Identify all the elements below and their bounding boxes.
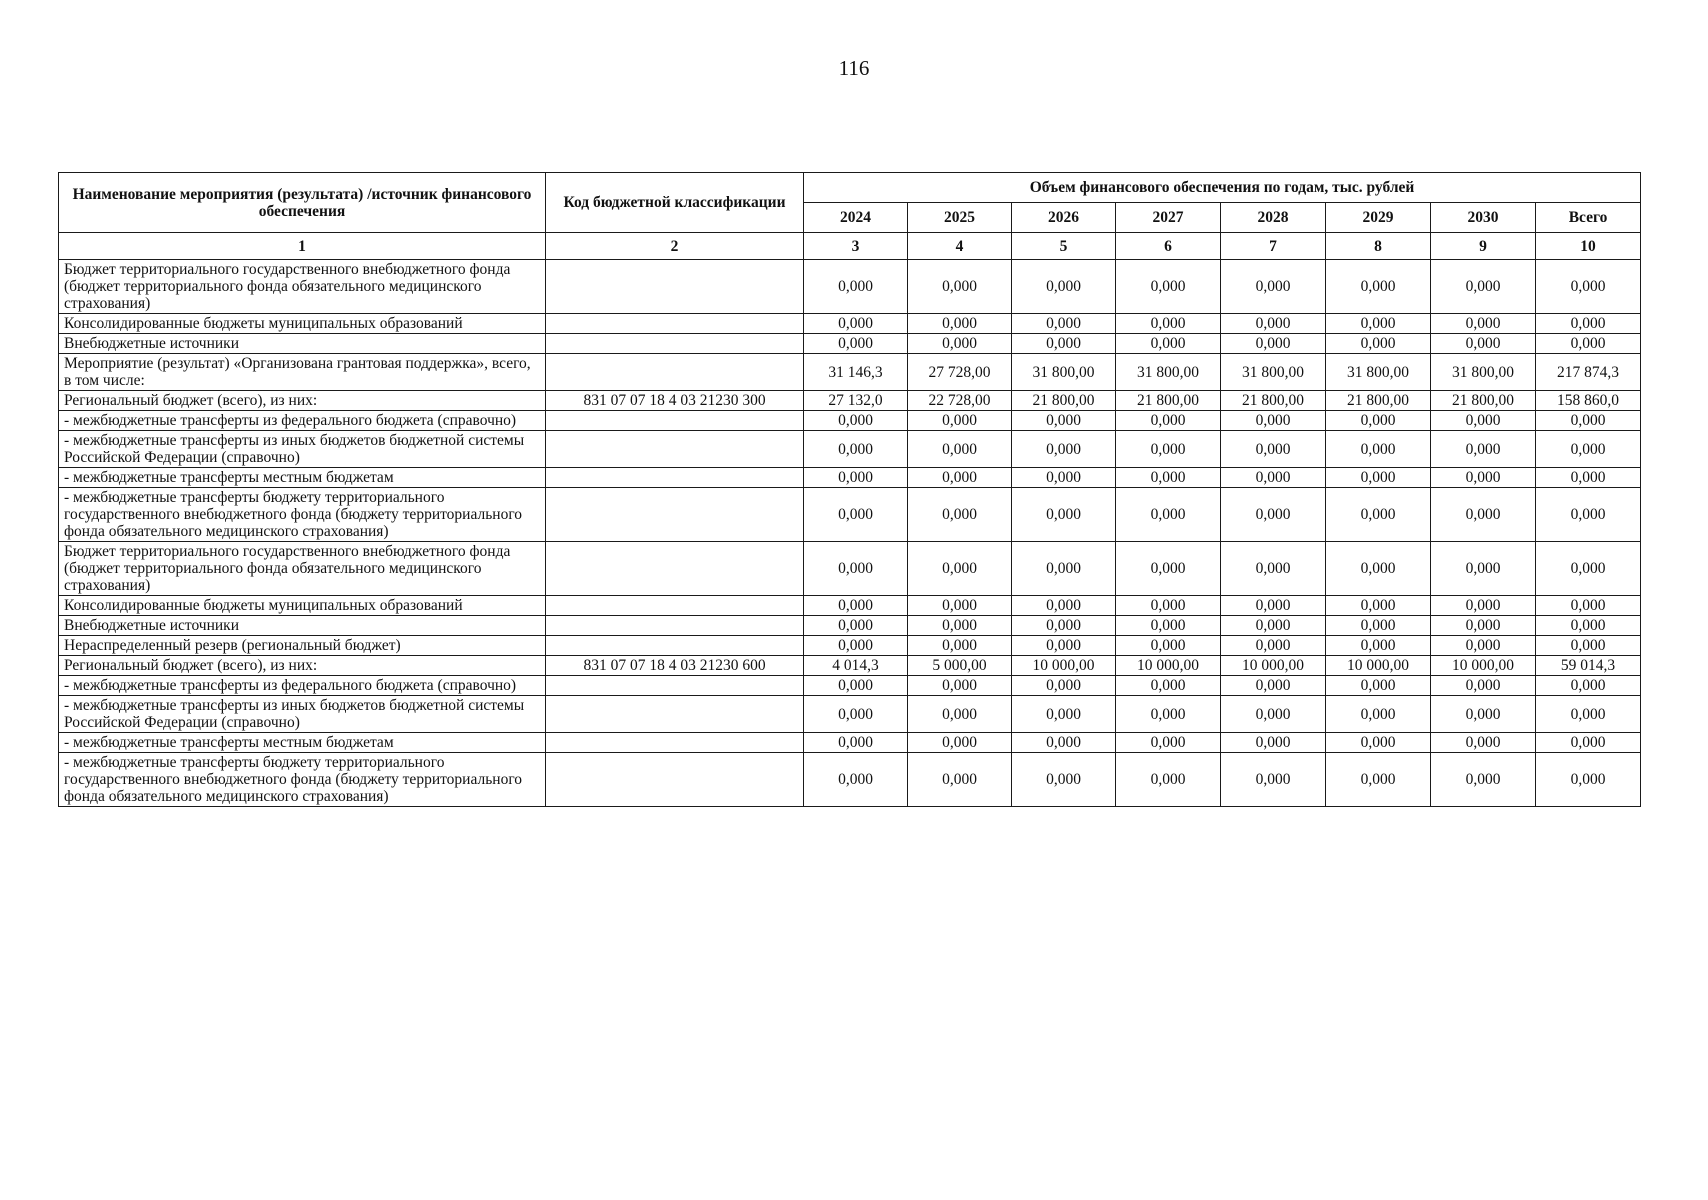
row-value: 0,000 xyxy=(1116,636,1221,656)
row-value: 0,000 xyxy=(1116,733,1221,753)
row-value: 0,000 xyxy=(1431,542,1536,596)
row-name: - межбюджетные трансферты бюджету территориального государственного внебюджетного фонда (бюджету территориального фонда обязательного медицинского страхования) xyxy=(59,488,546,542)
row-value: 0,000 xyxy=(908,260,1012,314)
row-value: 0,000 xyxy=(1536,468,1641,488)
row-value: 0,000 xyxy=(1431,616,1536,636)
column-number: 2 xyxy=(546,233,804,260)
row-value: 0,000 xyxy=(1431,314,1536,334)
row-value: 0,000 xyxy=(804,334,908,354)
row-value: 0,000 xyxy=(1012,616,1116,636)
table-row xyxy=(59,411,1641,431)
row-value: 0,000 xyxy=(1536,676,1641,696)
row-value: 0,000 xyxy=(1116,596,1221,616)
row-value: 0,000 xyxy=(1326,636,1431,656)
row-value: 0,000 xyxy=(1012,596,1116,616)
row-value: 0,000 xyxy=(1536,696,1641,733)
row-value: 0,000 xyxy=(1116,753,1221,807)
row-value: 0,000 xyxy=(1221,676,1326,696)
row-value: 0,000 xyxy=(1326,753,1431,807)
row-value: 0,000 xyxy=(1536,411,1641,431)
row-value: 21 800,00 xyxy=(1431,391,1536,411)
row-value: 0,000 xyxy=(1221,260,1326,314)
row-value: 0,000 xyxy=(1116,411,1221,431)
row-value: 0,000 xyxy=(1012,411,1116,431)
header-year: 2029 xyxy=(1326,203,1431,233)
row-value: 0,000 xyxy=(1431,334,1536,354)
row-name: Мероприятие (результат) «Организована грантовая поддержка», всего, в том числе: xyxy=(59,354,546,391)
row-value: 0,000 xyxy=(1536,596,1641,616)
row-value: 0,000 xyxy=(908,733,1012,753)
row-code xyxy=(546,696,804,733)
row-name: Региональный бюджет (всего), из них: xyxy=(59,656,546,676)
column-number: 5 xyxy=(1012,233,1116,260)
row-value: 0,000 xyxy=(1431,636,1536,656)
row-code xyxy=(546,753,804,807)
row-value: 0,000 xyxy=(1116,431,1221,468)
row-value: 0,000 xyxy=(908,431,1012,468)
row-value: 10 000,00 xyxy=(1012,656,1116,676)
row-value: 0,000 xyxy=(804,733,908,753)
row-value: 217 874,3 xyxy=(1536,354,1641,391)
row-name: - межбюджетные трансферты из федерального бюджета (справочно) xyxy=(59,411,546,431)
row-value: 0,000 xyxy=(1326,488,1431,542)
row-value: 0,000 xyxy=(1221,733,1326,753)
row-value: 31 146,3 xyxy=(804,354,908,391)
table-row xyxy=(59,656,1641,676)
row-value: 0,000 xyxy=(804,753,908,807)
row-value: 0,000 xyxy=(1536,753,1641,807)
row-name: Консолидированные бюджеты муниципальных образований xyxy=(59,596,546,616)
row-name: - межбюджетные трансферты из федерального бюджета (справочно) xyxy=(59,676,546,696)
row-value: 0,000 xyxy=(804,488,908,542)
row-value: 0,000 xyxy=(1221,696,1326,733)
row-value: 0,000 xyxy=(1221,636,1326,656)
row-name: - межбюджетные трансферты бюджету территориального государственного внебюджетного фонда (бюджету территориального фонда обязательного медицинского страхования) xyxy=(59,753,546,807)
header-year: 2030 xyxy=(1431,203,1536,233)
row-value: 31 800,00 xyxy=(1326,354,1431,391)
row-code xyxy=(546,468,804,488)
row-name: Внебюджетные источники xyxy=(59,616,546,636)
row-value: 10 000,00 xyxy=(1431,656,1536,676)
row-value: 31 800,00 xyxy=(1012,354,1116,391)
header-year: 2028 xyxy=(1221,203,1326,233)
row-name: Региональный бюджет (всего), из них: xyxy=(59,391,546,411)
row-code: 831 07 07 18 4 03 21230 600 xyxy=(546,656,804,676)
row-value: 0,000 xyxy=(908,753,1012,807)
row-value: 0,000 xyxy=(804,431,908,468)
row-value: 21 800,00 xyxy=(1116,391,1221,411)
row-name: Бюджет территориального государственного внебюджетного фонда (бюджет территориального фонда обязательного медицинского страхования) xyxy=(59,542,546,596)
row-value: 0,000 xyxy=(1221,616,1326,636)
header-year: 2026 xyxy=(1012,203,1116,233)
row-value: 31 800,00 xyxy=(1431,354,1536,391)
row-value: 10 000,00 xyxy=(1221,656,1326,676)
column-number: 9 xyxy=(1431,233,1536,260)
row-value: 0,000 xyxy=(1012,334,1116,354)
row-code xyxy=(546,431,804,468)
row-value: 0,000 xyxy=(1326,411,1431,431)
row-value: 0,000 xyxy=(1116,676,1221,696)
row-code xyxy=(546,676,804,696)
row-value: 0,000 xyxy=(1116,334,1221,354)
row-code xyxy=(546,488,804,542)
row-value: 0,000 xyxy=(1431,696,1536,733)
row-value: 0,000 xyxy=(908,636,1012,656)
row-value: 0,000 xyxy=(1326,676,1431,696)
row-value: 0,000 xyxy=(908,411,1012,431)
row-value: 27 132,0 xyxy=(804,391,908,411)
row-value: 31 800,00 xyxy=(1116,354,1221,391)
row-name: - межбюджетные трансферты из иных бюджетов бюджетной системы Российской Федерации (справочно) xyxy=(59,696,546,733)
row-value: 0,000 xyxy=(908,468,1012,488)
header-name: Наименование мероприятия (результата) /источник финансового обеспечения xyxy=(59,173,546,233)
row-name: - межбюджетные трансферты из иных бюджетов бюджетной системы Российской Федерации (справочно) xyxy=(59,431,546,468)
table-row xyxy=(59,733,1641,753)
table-row xyxy=(59,431,1641,468)
row-value: 0,000 xyxy=(1221,488,1326,542)
column-number-row xyxy=(59,233,1641,260)
row-value: 0,000 xyxy=(1431,488,1536,542)
table-row xyxy=(59,676,1641,696)
row-value: 0,000 xyxy=(804,616,908,636)
row-value: 0,000 xyxy=(1221,411,1326,431)
row-value: 0,000 xyxy=(1536,616,1641,636)
row-code xyxy=(546,314,804,334)
row-value: 0,000 xyxy=(1326,468,1431,488)
row-code xyxy=(546,354,804,391)
row-value: 0,000 xyxy=(1431,260,1536,314)
page-number: 116 xyxy=(838,56,870,80)
row-value: 0,000 xyxy=(804,411,908,431)
row-value: 0,000 xyxy=(1536,733,1641,753)
row-value: 10 000,00 xyxy=(1326,656,1431,676)
table-row xyxy=(59,542,1641,596)
row-value: 0,000 xyxy=(1431,733,1536,753)
row-value: 0,000 xyxy=(1012,431,1116,468)
row-value: 0,000 xyxy=(908,542,1012,596)
table-row xyxy=(59,636,1641,656)
row-value: 0,000 xyxy=(1536,334,1641,354)
table-row xyxy=(59,468,1641,488)
row-value: 0,000 xyxy=(1012,488,1116,542)
column-number: 6 xyxy=(1116,233,1221,260)
row-value: 0,000 xyxy=(1012,753,1116,807)
row-code xyxy=(546,616,804,636)
row-value: 0,000 xyxy=(908,696,1012,733)
row-value: 21 800,00 xyxy=(1221,391,1326,411)
row-value: 0,000 xyxy=(1012,468,1116,488)
row-value: 0,000 xyxy=(1326,334,1431,354)
table-row xyxy=(59,354,1641,391)
row-value: 0,000 xyxy=(908,676,1012,696)
row-value: 0,000 xyxy=(1326,260,1431,314)
table-row xyxy=(59,753,1641,807)
row-value: 0,000 xyxy=(1326,431,1431,468)
header-year: 2027 xyxy=(1116,203,1221,233)
row-name: Внебюджетные источники xyxy=(59,334,546,354)
row-value: 0,000 xyxy=(1221,431,1326,468)
row-value: 0,000 xyxy=(804,260,908,314)
row-value: 0,000 xyxy=(1326,733,1431,753)
row-value: 0,000 xyxy=(1116,468,1221,488)
row-value: 21 800,00 xyxy=(1012,391,1116,411)
row-value: 0,000 xyxy=(1221,314,1326,334)
table-row xyxy=(59,334,1641,354)
row-value: 0,000 xyxy=(804,542,908,596)
row-value: 0,000 xyxy=(1431,411,1536,431)
table-row xyxy=(59,596,1641,616)
header-year: Всего xyxy=(1536,203,1641,233)
row-code xyxy=(546,636,804,656)
row-value: 0,000 xyxy=(1221,334,1326,354)
row-value: 0,000 xyxy=(1116,488,1221,542)
column-number: 10 xyxy=(1536,233,1641,260)
row-value: 0,000 xyxy=(1012,260,1116,314)
budget-table xyxy=(58,172,1641,807)
row-value: 5 000,00 xyxy=(908,656,1012,676)
column-number: 8 xyxy=(1326,233,1431,260)
row-value: 0,000 xyxy=(1116,696,1221,733)
row-value: 0,000 xyxy=(1012,636,1116,656)
row-value: 0,000 xyxy=(1536,542,1641,596)
row-value: 0,000 xyxy=(1116,260,1221,314)
row-value: 0,000 xyxy=(1536,636,1641,656)
row-value: 0,000 xyxy=(1012,542,1116,596)
row-value: 0,000 xyxy=(1431,468,1536,488)
row-value: 27 728,00 xyxy=(908,354,1012,391)
row-value: 10 000,00 xyxy=(1116,656,1221,676)
row-value: 0,000 xyxy=(1326,596,1431,616)
row-value: 0,000 xyxy=(908,596,1012,616)
row-value: 0,000 xyxy=(1536,488,1641,542)
row-value: 0,000 xyxy=(1536,431,1641,468)
row-value: 0,000 xyxy=(1536,314,1641,334)
column-number: 4 xyxy=(908,233,1012,260)
row-value: 0,000 xyxy=(804,636,908,656)
row-value: 4 014,3 xyxy=(804,656,908,676)
table-row xyxy=(59,260,1641,314)
row-value: 0,000 xyxy=(1221,596,1326,616)
row-code xyxy=(546,334,804,354)
row-value: 0,000 xyxy=(1221,542,1326,596)
header-year: 2025 xyxy=(908,203,1012,233)
row-value: 0,000 xyxy=(1012,314,1116,334)
row-value: 0,000 xyxy=(1221,468,1326,488)
row-value: 21 800,00 xyxy=(1326,391,1431,411)
row-value: 0,000 xyxy=(804,696,908,733)
row-name: - межбюджетные трансферты местным бюджетам xyxy=(59,733,546,753)
row-value: 158 860,0 xyxy=(1536,391,1641,411)
row-value: 0,000 xyxy=(908,314,1012,334)
row-value: 0,000 xyxy=(1326,696,1431,733)
row-value: 0,000 xyxy=(804,314,908,334)
row-value: 0,000 xyxy=(1431,431,1536,468)
row-name: - межбюджетные трансферты местным бюджетам xyxy=(59,468,546,488)
header-code: Код бюджетной классификации xyxy=(546,173,804,233)
row-value: 0,000 xyxy=(908,616,1012,636)
header-volume: Объем финансового обеспечения по годам, тыс. рублей xyxy=(804,173,1641,203)
header-year: 2024 xyxy=(804,203,908,233)
row-name: Консолидированные бюджеты муниципальных образований xyxy=(59,314,546,334)
table-row xyxy=(59,314,1641,334)
table-row xyxy=(59,696,1641,733)
row-value: 0,000 xyxy=(1431,676,1536,696)
row-value: 59 014,3 xyxy=(1536,656,1641,676)
table-row xyxy=(59,391,1641,411)
row-code: 831 07 07 18 4 03 21230 300 xyxy=(546,391,804,411)
table-row xyxy=(59,616,1641,636)
row-name: Бюджет территориального государственного внебюджетного фонда (бюджет территориального фонда обязательного медицинского страхования) xyxy=(59,260,546,314)
row-value: 0,000 xyxy=(1012,696,1116,733)
row-code xyxy=(546,542,804,596)
column-number: 1 xyxy=(59,233,546,260)
row-value: 0,000 xyxy=(1431,596,1536,616)
row-code xyxy=(546,596,804,616)
row-value: 0,000 xyxy=(1431,753,1536,807)
row-value: 0,000 xyxy=(804,676,908,696)
column-number: 7 xyxy=(1221,233,1326,260)
row-value: 0,000 xyxy=(1326,542,1431,596)
row-value: 0,000 xyxy=(908,488,1012,542)
row-value: 0,000 xyxy=(1012,733,1116,753)
column-number: 3 xyxy=(804,233,908,260)
row-name: Нераспределенный резерв (региональный бюджет) xyxy=(59,636,546,656)
row-value: 0,000 xyxy=(1326,314,1431,334)
row-value: 0,000 xyxy=(804,596,908,616)
row-value: 0,000 xyxy=(1012,676,1116,696)
row-code xyxy=(546,260,804,314)
row-code xyxy=(546,411,804,431)
row-value: 0,000 xyxy=(804,468,908,488)
row-value: 22 728,00 xyxy=(908,391,1012,411)
table-row xyxy=(59,488,1641,542)
row-value: 0,000 xyxy=(908,334,1012,354)
row-value: 0,000 xyxy=(1326,616,1431,636)
row-value: 0,000 xyxy=(1116,314,1221,334)
row-code xyxy=(546,733,804,753)
row-value: 0,000 xyxy=(1116,542,1221,596)
row-value: 0,000 xyxy=(1116,616,1221,636)
row-value: 0,000 xyxy=(1221,753,1326,807)
row-value: 0,000 xyxy=(1536,260,1641,314)
row-value: 31 800,00 xyxy=(1221,354,1326,391)
